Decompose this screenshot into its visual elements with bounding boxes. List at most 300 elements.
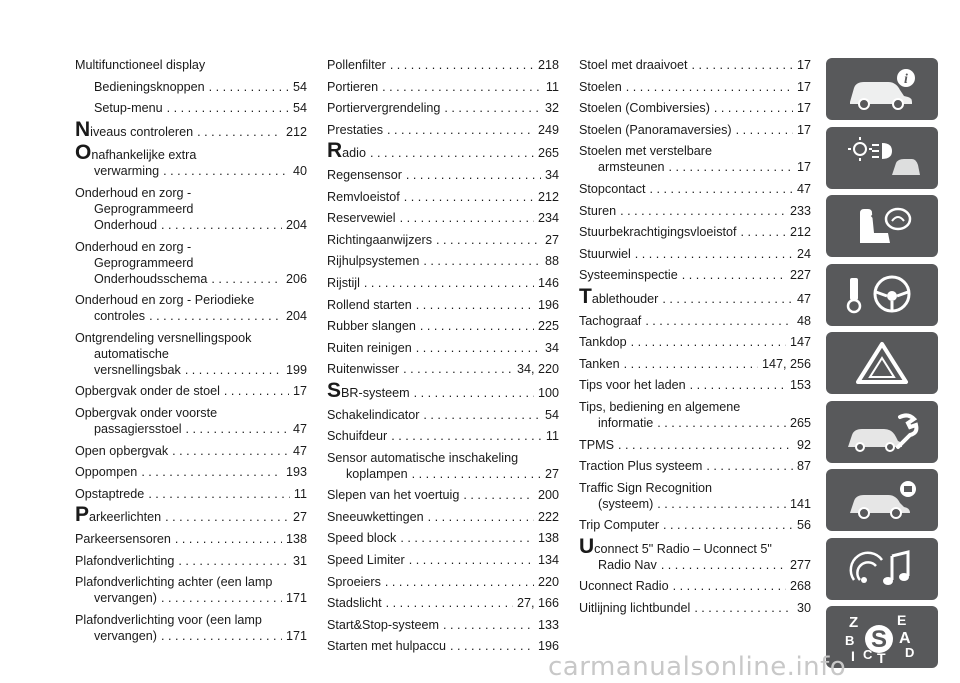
index-term: Opbergvak onder voorste <box>75 405 218 420</box>
page-number[interactable]: 40 <box>292 164 307 179</box>
index-entry <box>75 464 307 480</box>
dot-leader <box>186 421 289 437</box>
page-number[interactable]: 17 <box>796 79 811 94</box>
index-entry-line <box>327 407 559 423</box>
page-number[interactable]: 212 <box>789 225 811 240</box>
index-entry <box>327 361 559 377</box>
page-number[interactable]: 249 <box>537 122 559 137</box>
chapter-tab-vehicle-info[interactable] <box>826 58 938 120</box>
page-number[interactable]: 134 <box>537 553 559 568</box>
page-number[interactable]: 138 <box>285 531 307 546</box>
index-column-2 <box>327 57 559 660</box>
index-term: Systeeminspectie <box>579 268 678 283</box>
index-letter: Z <box>849 614 859 631</box>
index-entry-line <box>579 100 811 116</box>
index-term: vervangen) <box>94 591 158 606</box>
index-entry <box>327 340 559 356</box>
car-wrench-icon <box>842 409 922 455</box>
page-number[interactable]: 17 <box>796 160 811 175</box>
page-number[interactable]: 17 <box>796 58 811 72</box>
index-entry <box>327 275 559 291</box>
index-letter: C <box>863 647 873 662</box>
page-number[interactable]: 92 <box>796 437 811 452</box>
page-number[interactable]: 56 <box>796 518 811 533</box>
page-number[interactable]: 225 <box>537 319 559 334</box>
index-term: passagiersstoel <box>94 421 182 436</box>
dot-leader <box>412 466 541 482</box>
dot-leader <box>428 509 534 525</box>
index-entry-line <box>75 486 307 502</box>
dot-leader <box>626 79 793 95</box>
index-entry-line <box>75 255 307 271</box>
page-number[interactable]: 34, 220 <box>516 362 559 377</box>
chapter-tab-sidebar <box>826 58 938 675</box>
chapter-tab-technical-data[interactable] <box>826 469 938 531</box>
index-term: Setup-menu <box>94 101 163 116</box>
chapter-tab-multimedia[interactable] <box>826 538 938 600</box>
page-number[interactable]: 171 <box>285 628 307 643</box>
dot-leader <box>620 203 786 219</box>
index-term: Opstaptrede <box>75 486 145 501</box>
index-entry <box>579 224 811 240</box>
index-entry-line <box>75 383 307 399</box>
page-number[interactable]: 204 <box>285 309 307 324</box>
chapter-tab-maintenance[interactable] <box>826 401 938 463</box>
page-number[interactable]: 27 <box>544 466 559 481</box>
page-number[interactable]: 31 <box>292 553 307 568</box>
index-entry <box>327 232 559 248</box>
dot-leader <box>714 100 793 116</box>
index-entry-line <box>75 163 307 179</box>
index-entry <box>327 552 559 568</box>
dot-leader <box>650 181 793 197</box>
dot-leader <box>736 122 793 138</box>
index-entry <box>327 574 559 590</box>
index-term: Plafondverlichting voor (een lamp <box>75 612 262 627</box>
page-number[interactable]: 212 <box>285 124 307 139</box>
page-number[interactable]: 227 <box>789 268 811 283</box>
page-number[interactable]: 268 <box>789 579 811 594</box>
page-number[interactable]: 100 <box>537 385 559 400</box>
dot-leader <box>661 557 786 573</box>
page-number[interactable]: 30 <box>796 601 811 616</box>
index-entry-line <box>579 122 811 138</box>
index-term: Portieren <box>327 79 379 94</box>
dot-leader <box>443 617 534 633</box>
dot-leader <box>161 590 282 606</box>
index-entry-line <box>579 181 811 197</box>
page-number[interactable]: 11 <box>293 486 307 501</box>
index-entry-line <box>75 117 307 141</box>
dot-leader <box>403 361 513 377</box>
index-entry <box>327 57 559 73</box>
dot-leader <box>178 553 289 569</box>
page-number[interactable]: 218 <box>537 58 559 72</box>
index-term: Onderhoud <box>94 217 158 232</box>
page-number[interactable]: 153 <box>789 378 811 393</box>
dot-leader <box>436 232 541 248</box>
index-entry-line <box>579 415 811 431</box>
dot-leader <box>706 458 793 474</box>
index-entry <box>327 378 559 402</box>
index-entry-line <box>75 553 307 569</box>
page-number[interactable]: 47 <box>796 181 811 196</box>
index-column-3 <box>579 57 811 622</box>
index-letter: B <box>845 633 855 648</box>
section-initial: U <box>579 534 595 558</box>
page-number[interactable]: 193 <box>285 465 307 480</box>
section-initial: N <box>75 117 91 141</box>
index-term: automatische <box>94 346 169 361</box>
dot-leader <box>635 246 793 262</box>
page-number[interactable]: 47 <box>292 421 307 436</box>
dot-leader <box>141 464 282 480</box>
index-term: arkeerlichten <box>89 510 162 525</box>
index-term: armsteunen <box>598 160 665 175</box>
index-entry <box>75 574 307 606</box>
index-entry <box>579 79 811 95</box>
dot-leader <box>669 159 793 175</box>
index-term: Pollenfilter <box>327 58 386 72</box>
index-letter: T <box>877 650 886 665</box>
index-entry-line <box>327 275 559 291</box>
index-entry <box>75 292 307 324</box>
index-entry <box>579 313 811 329</box>
index-entry-line <box>579 284 811 308</box>
dot-leader <box>382 79 542 95</box>
dot-leader <box>657 415 786 431</box>
index-term: Rubber slangen <box>327 319 416 334</box>
index-entry-line <box>327 100 559 116</box>
index-entry-line <box>327 617 559 633</box>
watermark: carmanualsonline.info <box>548 652 847 682</box>
index-entry-line <box>579 600 811 616</box>
dot-leader <box>624 356 758 372</box>
index-term: TPMS <box>579 437 614 452</box>
steering-wheel-key-icon <box>842 272 922 318</box>
index-entry-line <box>579 356 811 372</box>
dot-leader <box>692 57 793 73</box>
index-entry-line <box>75 443 307 459</box>
index-entry <box>75 57 307 73</box>
index-entry-line <box>579 159 811 175</box>
page-number[interactable]: 87 <box>796 459 811 474</box>
index-entry <box>579 517 811 533</box>
index-term: Ruiten reinigen <box>327 340 412 355</box>
index-entry <box>327 122 559 138</box>
page-number[interactable]: 47 <box>292 443 307 458</box>
page-number[interactable]: 206 <box>285 271 307 286</box>
page-number[interactable]: 34 <box>544 340 559 355</box>
index-entry <box>327 318 559 334</box>
index-entry-line <box>75 308 307 324</box>
index-term: Tachograaf <box>579 313 642 328</box>
index-term: Portiervergrendeling <box>327 101 441 116</box>
index-entry <box>327 595 559 611</box>
page-number[interactable]: 265 <box>537 146 559 161</box>
page-number[interactable]: 54 <box>292 101 307 116</box>
index-entry-line <box>579 557 811 573</box>
page-number[interactable]: 27, 166 <box>516 596 559 611</box>
page-number[interactable]: 146 <box>537 275 559 290</box>
dot-leader <box>161 628 282 644</box>
page-number[interactable]: 17 <box>292 384 307 399</box>
page-number[interactable]: 220 <box>537 574 559 589</box>
page-number[interactable]: 204 <box>285 217 307 232</box>
index-entry-line <box>75 405 307 421</box>
svg-text:i: i <box>904 72 908 87</box>
index-entry-line <box>75 141 307 165</box>
index-term: Prestaties <box>327 122 383 137</box>
index-entry-line <box>75 330 307 346</box>
dot-leader <box>673 578 786 594</box>
dot-leader <box>148 486 290 502</box>
index-entry <box>327 450 559 482</box>
index-term: Schuifdeur <box>327 429 388 444</box>
index-term: Ruitenwisser <box>327 362 400 377</box>
index-letter: S <box>870 626 888 653</box>
dot-leader <box>391 428 542 444</box>
page-number[interactable]: 32 <box>544 101 559 116</box>
index-entry <box>75 79 307 95</box>
page-number[interactable]: 196 <box>537 297 559 312</box>
index-entry <box>75 100 307 116</box>
dot-leader <box>463 487 534 503</box>
index-entry <box>327 79 559 95</box>
page-number[interactable]: 265 <box>789 415 811 430</box>
index-term: Tankdop <box>579 335 627 350</box>
index-entry <box>327 509 559 525</box>
index-entry-line <box>327 466 559 482</box>
dot-leader <box>370 145 534 161</box>
index-entry <box>579 284 811 308</box>
dot-leader <box>364 275 534 291</box>
index-entry-line <box>75 628 307 644</box>
index-entry-line <box>579 534 811 558</box>
warning-triangle-icon <box>842 340 922 386</box>
dot-leader <box>423 407 541 423</box>
index-entry <box>75 553 307 569</box>
index-entry <box>579 267 811 283</box>
page-number[interactable]: 17 <box>796 101 811 116</box>
dot-leader <box>444 100 541 116</box>
car-data-icon <box>842 477 922 523</box>
index-entry-line <box>327 297 559 313</box>
page-number[interactable]: 11 <box>545 79 559 94</box>
index-term: Ontgrendeling versnellingspook <box>75 330 252 345</box>
page-number[interactable]: 54 <box>292 79 307 94</box>
index-term: Traffic Sign Recognition <box>579 480 713 495</box>
dot-leader <box>167 100 289 116</box>
index-term: Stoelen met verstelbare <box>579 144 713 159</box>
page-number[interactable]: 24 <box>796 246 811 261</box>
index-entry <box>579 437 811 453</box>
car-info-icon <box>842 66 922 112</box>
index-term: Start&Stop-systeem <box>327 617 439 632</box>
page-number[interactable]: 147, 256 <box>761 356 811 371</box>
index-entry-line <box>75 185 307 201</box>
page-number[interactable]: 200 <box>537 488 559 503</box>
dot-leader <box>175 531 282 547</box>
dot-leader <box>618 437 793 453</box>
index-term: Richtingaanwijzers <box>327 232 432 247</box>
page-number[interactable]: 222 <box>537 509 559 524</box>
dot-leader <box>185 362 282 378</box>
page-number[interactable]: 277 <box>789 557 811 572</box>
index-entry-line <box>579 437 811 453</box>
page-number[interactable]: 34 <box>544 167 559 182</box>
alphabet-index-icon <box>837 609 927 665</box>
index-term: controles <box>94 309 146 324</box>
index-entry <box>579 181 811 197</box>
index-entry <box>75 117 307 141</box>
index-entry <box>579 458 811 474</box>
dot-leader <box>400 530 534 546</box>
page-number[interactable]: 47 <box>796 291 811 306</box>
dot-leader <box>645 313 793 329</box>
index-entry-line <box>579 458 811 474</box>
index-entry <box>75 612 307 644</box>
index-entry-line <box>327 487 559 503</box>
chapter-tab-dashboard[interactable] <box>826 127 938 189</box>
index-term: verwarming <box>94 164 160 179</box>
dot-leader <box>390 57 534 73</box>
index-entry-line <box>327 361 559 377</box>
index-term: Open opbergvak <box>75 443 169 458</box>
page-number[interactable]: 199 <box>285 362 307 377</box>
index-entry-line <box>579 267 811 283</box>
page-number[interactable]: 233 <box>789 203 811 218</box>
index-entry-line <box>579 246 811 262</box>
index-entry-line <box>327 318 559 334</box>
page-number[interactable]: 48 <box>796 313 811 328</box>
dot-leader <box>387 122 534 138</box>
index-term: Tanken <box>579 356 620 371</box>
index-entry <box>579 122 811 138</box>
index-entry <box>327 189 559 205</box>
dot-leader <box>423 253 541 269</box>
index-entry-line <box>327 232 559 248</box>
index-entry <box>579 57 811 73</box>
section-initial: P <box>75 503 90 527</box>
page-number[interactable]: 88 <box>544 254 559 269</box>
index-entry <box>579 203 811 219</box>
page-number[interactable]: 171 <box>285 591 307 606</box>
chapter-tab-safety[interactable] <box>826 195 938 257</box>
index-term: ablethouder <box>591 291 659 306</box>
index-term: Geprogrammeerd <box>94 255 194 270</box>
index-term: Onderhoud en zorg - <box>75 239 192 254</box>
airbag-seat-icon <box>842 203 922 249</box>
index-term: Reservewiel <box>327 211 396 226</box>
index-entry <box>579 480 811 512</box>
index-term: Schakelindicator <box>327 407 420 422</box>
dot-leader <box>386 595 513 611</box>
index-term: informatie <box>598 415 654 430</box>
index-entry <box>327 253 559 269</box>
dot-leader <box>161 217 282 233</box>
dot-leader <box>741 224 786 240</box>
dot-leader <box>197 124 282 140</box>
index-term: Sensor automatische inschakeling <box>327 450 519 465</box>
page-number[interactable]: 138 <box>537 531 559 546</box>
index-term: vervangen) <box>94 628 158 643</box>
index-term: (systeem) <box>598 496 654 511</box>
index-entry-line <box>579 143 811 159</box>
page-number[interactable]: 54 <box>544 407 559 422</box>
index-entry-line <box>327 574 559 590</box>
index-entry <box>75 383 307 399</box>
dot-leader <box>404 189 534 205</box>
page-number[interactable]: 196 <box>537 639 559 654</box>
index-entry-line <box>327 450 559 466</box>
dot-leader <box>694 600 793 616</box>
page-number[interactable]: 147 <box>789 335 811 350</box>
index-entry-line <box>327 378 559 402</box>
index-term: koplampen <box>346 466 408 481</box>
index-term: Slepen van het voertuig <box>327 488 460 503</box>
index-entry <box>327 139 559 163</box>
index-entry <box>327 428 559 444</box>
index-entry <box>579 334 811 350</box>
dot-leader <box>385 574 534 590</box>
index-entry-line <box>327 122 559 138</box>
chapter-tab-emergency[interactable] <box>826 332 938 394</box>
dot-leader <box>406 167 541 183</box>
page-number[interactable]: 212 <box>537 189 559 204</box>
index-term: versnellingsbak <box>94 362 181 377</box>
index-entry-line <box>579 517 811 533</box>
page-number[interactable]: 133 <box>537 617 559 632</box>
page-number[interactable]: 27 <box>544 232 559 247</box>
index-entry-line <box>327 428 559 444</box>
index-entry-line <box>579 203 811 219</box>
chapter-tab-starting-driving[interactable] <box>826 264 938 326</box>
page-number[interactable]: 27 <box>292 510 307 525</box>
index-entry <box>579 246 811 262</box>
index-entry-line <box>579 578 811 594</box>
index-term: Stuurwiel <box>579 246 631 261</box>
page-number[interactable]: 17 <box>796 122 811 137</box>
index-entry-line <box>579 313 811 329</box>
page-number[interactable]: 11 <box>545 429 559 444</box>
index-term: Parkeersensoren <box>75 531 171 546</box>
index-entry-line <box>327 552 559 568</box>
index-term: Rijstijl <box>327 275 360 290</box>
index-entry <box>579 100 811 116</box>
index-entry-line <box>579 399 811 415</box>
index-entry-line <box>75 421 307 437</box>
page-number[interactable]: 234 <box>537 211 559 226</box>
index-entry-line <box>579 334 811 350</box>
page-number[interactable]: 141 <box>789 496 811 511</box>
index-term: Oppompen <box>75 465 138 480</box>
index-entry <box>579 143 811 175</box>
index-letter: D <box>905 645 915 660</box>
index-entry-line <box>75 503 307 527</box>
index-entry-line <box>327 509 559 525</box>
index-term: Uitlijning lichtbundel <box>579 601 691 616</box>
index-term: Rollend starten <box>327 297 412 312</box>
index-entry <box>75 443 307 459</box>
index-entry-line <box>327 79 559 95</box>
index-entry <box>75 239 307 287</box>
section-initial: O <box>75 141 92 165</box>
index-entry <box>327 487 559 503</box>
index-term: Trip Computer <box>579 518 660 533</box>
index-term: Traction Plus systeem <box>579 459 703 474</box>
index-term: Stoel met draaivoet <box>579 58 688 72</box>
